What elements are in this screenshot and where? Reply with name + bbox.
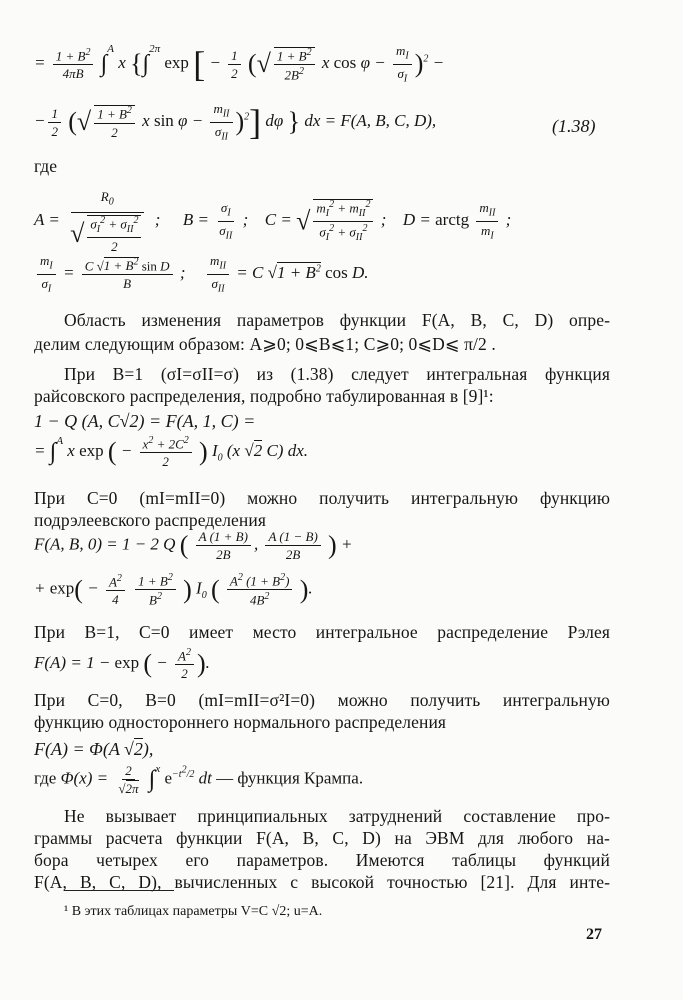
footnote: ¹ В этих таблицах параметры V=C √2; u=A. xyxy=(64,904,323,919)
equation-1-38-line-1: = $\frac{1 + B^2}{4\pi B}$ ∫$^A$ x {∫$^{2\pi}$ exp [ − $\frac{1}{2}$ (√ $\frac{1 + B^2}{2B^2}$ x cos φ − $\frac{m_I}{\sigma_I}$ )$^2$ − xyxy=(34,43,445,85)
paragraph-parameter-range-line-2: делим следующим образом: A⩾0; 0⩽B⩽1; C⩾0; 0⩽D⩽ π/2 . xyxy=(34,334,496,354)
hoyt-formula-line-1: F(A, B, 0) = 1 − 2 Q ( $\frac{A (1 + B)}{2B}$ , $\frac{A (1 - B)}{2B}$ ) + xyxy=(34,529,353,562)
paragraph-rice-line-1: При B=1 (σI=σII=σ) из (1.38) следует интегральная функция xyxy=(64,364,610,384)
where-label: где xyxy=(34,156,57,176)
footnote-rule xyxy=(64,890,174,891)
paragraph-parameter-range-line-1: Область изменения параметров функции F(A, B, C, D) опре- xyxy=(64,310,610,330)
kramp-formula: где Φ(x) = $\frac{2}{√2\pi}$ ∫$^x$ $e^{-t^2/2}$ dt — функция Крампа. xyxy=(34,763,364,796)
paragraph-tables-line-1: Не вызывает принципиальных затруднений составление про- xyxy=(64,806,610,826)
paragraph-normal-line-2: функцию одностороннего нормального распределения xyxy=(34,712,447,732)
paragraph-rayleigh: При B=1, C=0 имеет место интегральное распределение Рэлея xyxy=(34,622,610,642)
normal-formula: F(A) = Φ(A √2), xyxy=(34,739,154,759)
paragraph-normal-line-1: При C=0, B=0 (mI=mII=σ²I=0) можно получить интегральную xyxy=(34,690,610,710)
paragraph-tables-line-3: бора четырех его параметров. Имеются таблицы функций xyxy=(34,850,610,870)
rice-formula-line-1: 1 − Q (A, C√2) = F(A, 1, C) = xyxy=(34,411,256,431)
paragraph-tables-line-4: F(A, B, C, D), вычисленных с высокой точностью [21]. Для инте- xyxy=(34,872,610,892)
hoyt-formula-line-2: + exp( − $\frac{A^2}{4}$ $\frac{1 + B^2}{B^2}$ ) $I_0$ ( $\frac{A^2 (1 + B^2)}{4B^2}$ ). xyxy=(34,572,313,608)
definitions-row: A = $R_0$ √ $\frac{\sigma_I^2 + \sigma_{II}^2}{2}$ ; B = $\frac{\sigma_I}{\sigma_{II}}$ ; C = √ $\frac{m_I^2 + m_{II}^2}{\sigma_I^2 + \sigma_{II}^2}$ ; D = arctg $\frac{m_{II}}{m_I}$ ; xyxy=(34,189,512,254)
paragraph-rice-line-2: райсовского распределения, подробно табулированная в [9]¹: xyxy=(34,386,494,406)
page-number: 27 xyxy=(586,926,602,943)
paragraph-tables-line-2: граммы расчета функции F(A, B, C, D) на ЭВМ для любого на- xyxy=(34,828,610,848)
rice-formula-line-2: = ∫$^A$ x exp ( − $\frac{x^2 + 2C^2}{2}$ ) $I_0$ (x √2 C) dx. xyxy=(34,435,308,470)
equation-number: (1.38) xyxy=(552,116,596,136)
equation-1-38-line-2: − $\frac{1}{2}$ (√ $\frac{1 + B^2}{2}$ x sin φ − $\frac{m_{II}}{\sigma_{II}}$ )$^2$] dφ } dx = F(A, B, C, D), xyxy=(34,101,437,143)
definitions-m-row: $\frac{m_I}{\sigma_I}$ = $\frac{C √1 + B^2 \sin D}{B}$ ; $\frac{m_{II}}{\sigma_{II}}$ = C $√1 + B^2$ cos D. xyxy=(34,254,369,294)
paragraph-hoyt-line-2: подрэлеевского распределения xyxy=(34,510,267,530)
paragraph-hoyt-line-1: При C=0 (mI=mII=0) можно получить интегральную функцию xyxy=(34,488,610,508)
rayleigh-formula: F(A) = 1 − exp ( − $\frac{A^2}{2}$ ). xyxy=(34,647,210,682)
